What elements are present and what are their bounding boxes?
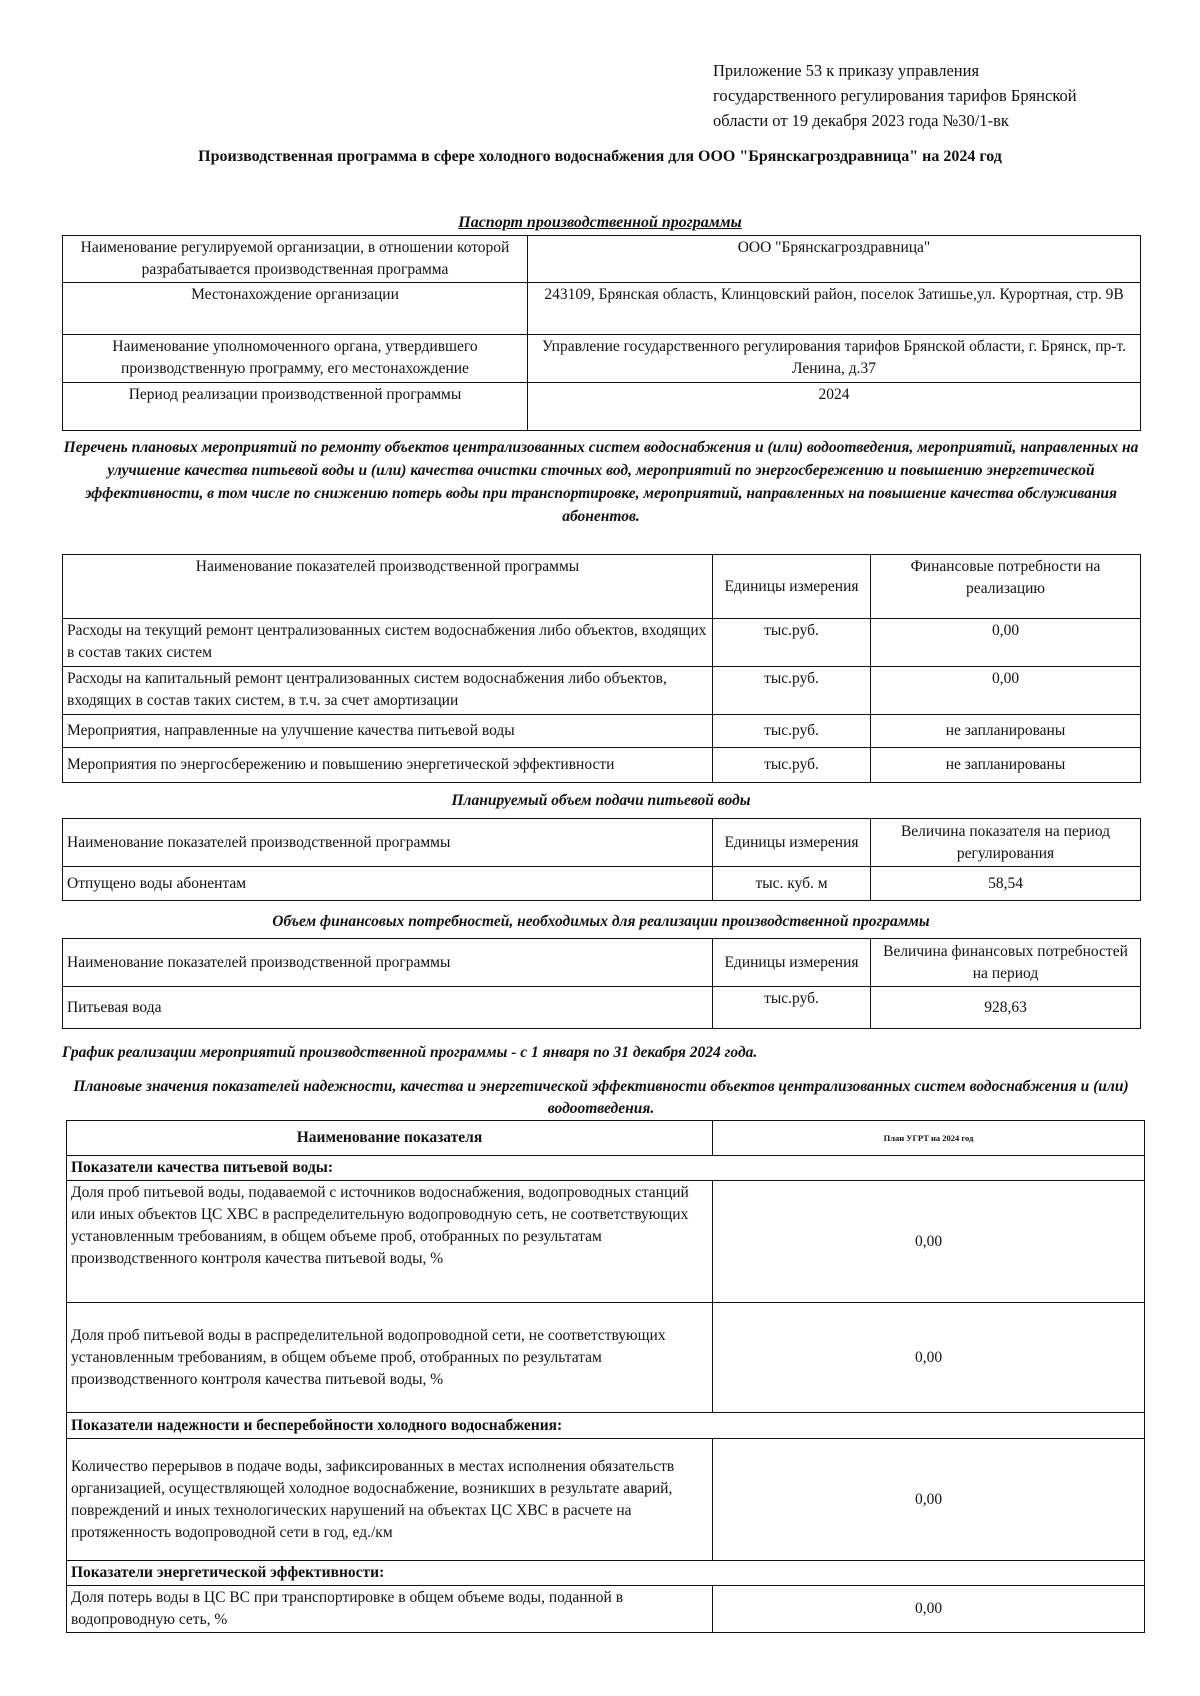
measures-heading: Перечень плановых мероприятий по ремонту объектов централизованных систем водоснабжения и (или) водоотведения, мероприятий, направленных на улучшение качества питьевой воды и (или) качества очистки сточных вод, мероприятий по энергосбережению и повышению энергетической эффективности, в том числе по снижению потерь воды при транспортировке, мероприятий, направленных на повышение качества обслуживания абонентов.: [63, 439, 1139, 525]
column-header-name: Наименование показателей производственной программы: [63, 555, 713, 619]
appendix-line-2: государственного регулирования тарифов Брянской: [713, 86, 1077, 105]
passport-label: Местонахождение организации: [63, 283, 528, 335]
indicator-value: 0,00: [871, 667, 1141, 715]
group-title: Показатели энергетической эффективности:: [67, 1561, 1145, 1586]
passport-value: Управление государственного регулирования тарифов Брянской области, г. Брянск, пр-т. Ленина, д.37: [528, 335, 1141, 383]
indicator-name: Питьевая вода: [63, 987, 713, 1029]
table-row: [67, 1586, 1145, 1633]
indicators-heading: Плановые значения показателей надежности, качества и энергетической эффективности объектов централизованных систем водоснабжения и (или) водоотведения.: [73, 1078, 1129, 1117]
schedule-text: График реализации мероприятий производственной программы - с 1 января по 31 декабря 2024 года.: [62, 1044, 758, 1061]
indicator-name: Доля проб питьевой воды в распределительной водопроводной сети, не соответствующих установленным требованиям, в общем объеме проб, отобранных по результатам производственного контроля качества питьевой воды, %: [67, 1303, 713, 1413]
indicators-header-row: [67, 1121, 1145, 1156]
indicator-name: Доля проб питьевой воды, подаваемой с источников водоснабжения, водопроводных станций или иных объектов ЦС ХВС в распределительную водопроводную сеть, не соответствующих установленным требованиям, в общем объеме проб, отобранных по результатам производственного контроля качества питьевой воды, %: [67, 1181, 713, 1303]
group-title-row: [67, 1413, 1145, 1439]
passport-label: Наименование уполномоченного органа, утвердившего производственную программу, его местонахождение: [63, 335, 528, 383]
indicator-name: Мероприятия по энергосбережению и повышению энергетической эффективности: [63, 748, 713, 783]
passport-row: [63, 335, 1141, 383]
column-header-name: Наименование показателей производственной программы: [63, 939, 713, 987]
group-title-row: [67, 1156, 1145, 1181]
passport-row: [63, 383, 1141, 431]
column-header-plan: План УГРТ на 2024 год: [713, 1121, 1145, 1156]
table-row: [63, 715, 1141, 748]
indicator-name: Мероприятия, направленные на улучшение качества питьевой воды: [63, 715, 713, 748]
column-header-value: Величина финансовых потребностей на период: [871, 939, 1141, 987]
passport-heading: Паспорт производственной программы: [458, 214, 742, 231]
finance-table: [62, 938, 1141, 1029]
indicator-value: 928,63: [871, 987, 1141, 1029]
passport-label: Наименование регулируемой организации, в отношении которой разрабатывается производственная программа: [63, 236, 528, 283]
column-header-unit: Единицы измерения: [713, 555, 871, 619]
indicator-name: Количество перерывов в подаче воды, зафиксированных в местах исполнения обязательств организацией, осуществляющей холодное водоснабжение, возникших в результате аварий, повреждений и иных технологических нарушений на объектах ЦС ХВС в расчете на протяженность водопроводной сети в год, ед./км: [67, 1439, 713, 1561]
table-row: [63, 867, 1141, 901]
passport-row: [63, 236, 1141, 283]
finance-heading: Объем финансовых потребностей, необходимых для реализации производственной программы: [272, 913, 930, 930]
column-header-unit: Единицы измерения: [713, 939, 871, 987]
indicator-value: 0,00: [713, 1439, 1145, 1561]
column-header-value: Финансовые потребности на реализацию: [871, 555, 1141, 619]
indicator-unit: тыс.руб.: [713, 987, 871, 1029]
passport-value: ООО "Брянскагроздравница": [528, 236, 1141, 283]
column-header-value: Величина показателя на период регулирования: [871, 819, 1141, 867]
volume-header-row: [63, 819, 1141, 867]
column-header-name: Наименование показателей производственной программы: [63, 819, 713, 867]
group-title: Показатели надежности и бесперебойности холодного водоснабжения:: [67, 1413, 1145, 1439]
table-row: [67, 1439, 1145, 1561]
table-row: [63, 987, 1141, 1029]
indicator-value: не запланированы: [871, 715, 1141, 748]
indicator-unit: тыс.руб.: [713, 748, 871, 783]
measures-header-row: [63, 555, 1141, 619]
indicator-value: 58,54: [871, 867, 1141, 901]
table-row: [67, 1181, 1145, 1303]
indicator-unit: тыс.руб.: [713, 619, 871, 667]
group-title: Показатели качества питьевой воды:: [67, 1156, 1145, 1181]
table-row: [63, 619, 1141, 667]
indicator-value: 0,00: [713, 1303, 1145, 1413]
indicator-value: 0,00: [871, 619, 1141, 667]
passport-value: 243109, Брянская область, Клинцовский район, поселок Затишье,ул. Курортная, стр. 9В: [528, 283, 1141, 335]
appendix-note: [713, 58, 1153, 133]
passport-label: Период реализации производственной программы: [63, 383, 528, 431]
indicator-name: Расходы на текущий ремонт централизованных систем водоснабжения либо объектов, входящих в состав таких систем: [63, 619, 713, 667]
document-title: Производственная программа в сфере холодного водоснабжения для ООО "Брянскагроздравница" на 2024 год: [198, 148, 1002, 165]
indicator-unit: тыс.руб.: [713, 667, 871, 715]
indicators-table: [66, 1120, 1145, 1633]
volume-heading: Планируемый объем подачи питьевой воды: [451, 792, 751, 809]
indicator-value: 0,00: [713, 1586, 1145, 1633]
indicator-name: Отпущено воды абонентам: [63, 867, 713, 901]
table-row: [63, 667, 1141, 715]
passport-value: 2024: [528, 383, 1141, 431]
table-row: [67, 1303, 1145, 1413]
volume-table: [62, 818, 1141, 901]
table-row: [63, 748, 1141, 783]
passport-table: [62, 235, 1141, 431]
column-header-unit: Единицы измерения: [713, 819, 871, 867]
group-title-row: [67, 1561, 1145, 1586]
indicator-name: Расходы на капитальный ремонт централизованных систем водоснабжения либо объектов, входящих в состав таких систем, в т.ч. за счет амортизации: [63, 667, 713, 715]
passport-row: [63, 283, 1141, 335]
column-header-name: Наименование показателя: [67, 1121, 713, 1156]
finance-header-row: [63, 939, 1141, 987]
indicator-value: 0,00: [713, 1181, 1145, 1303]
indicator-name: Доля потерь воды в ЦС ВС при транспортировке в общем объеме воды, поданной в водопроводную сеть, %: [67, 1586, 713, 1633]
measures-table: [62, 554, 1141, 783]
indicator-value: не запланированы: [871, 748, 1141, 783]
indicator-unit: тыс.руб.: [713, 715, 871, 748]
indicator-unit: тыс. куб. м: [713, 867, 871, 901]
appendix-line-1: Приложение 53 к приказу управления: [713, 61, 980, 80]
appendix-line-3: области от 19 декабря 2023 года №30/1-вк: [713, 111, 1009, 130]
